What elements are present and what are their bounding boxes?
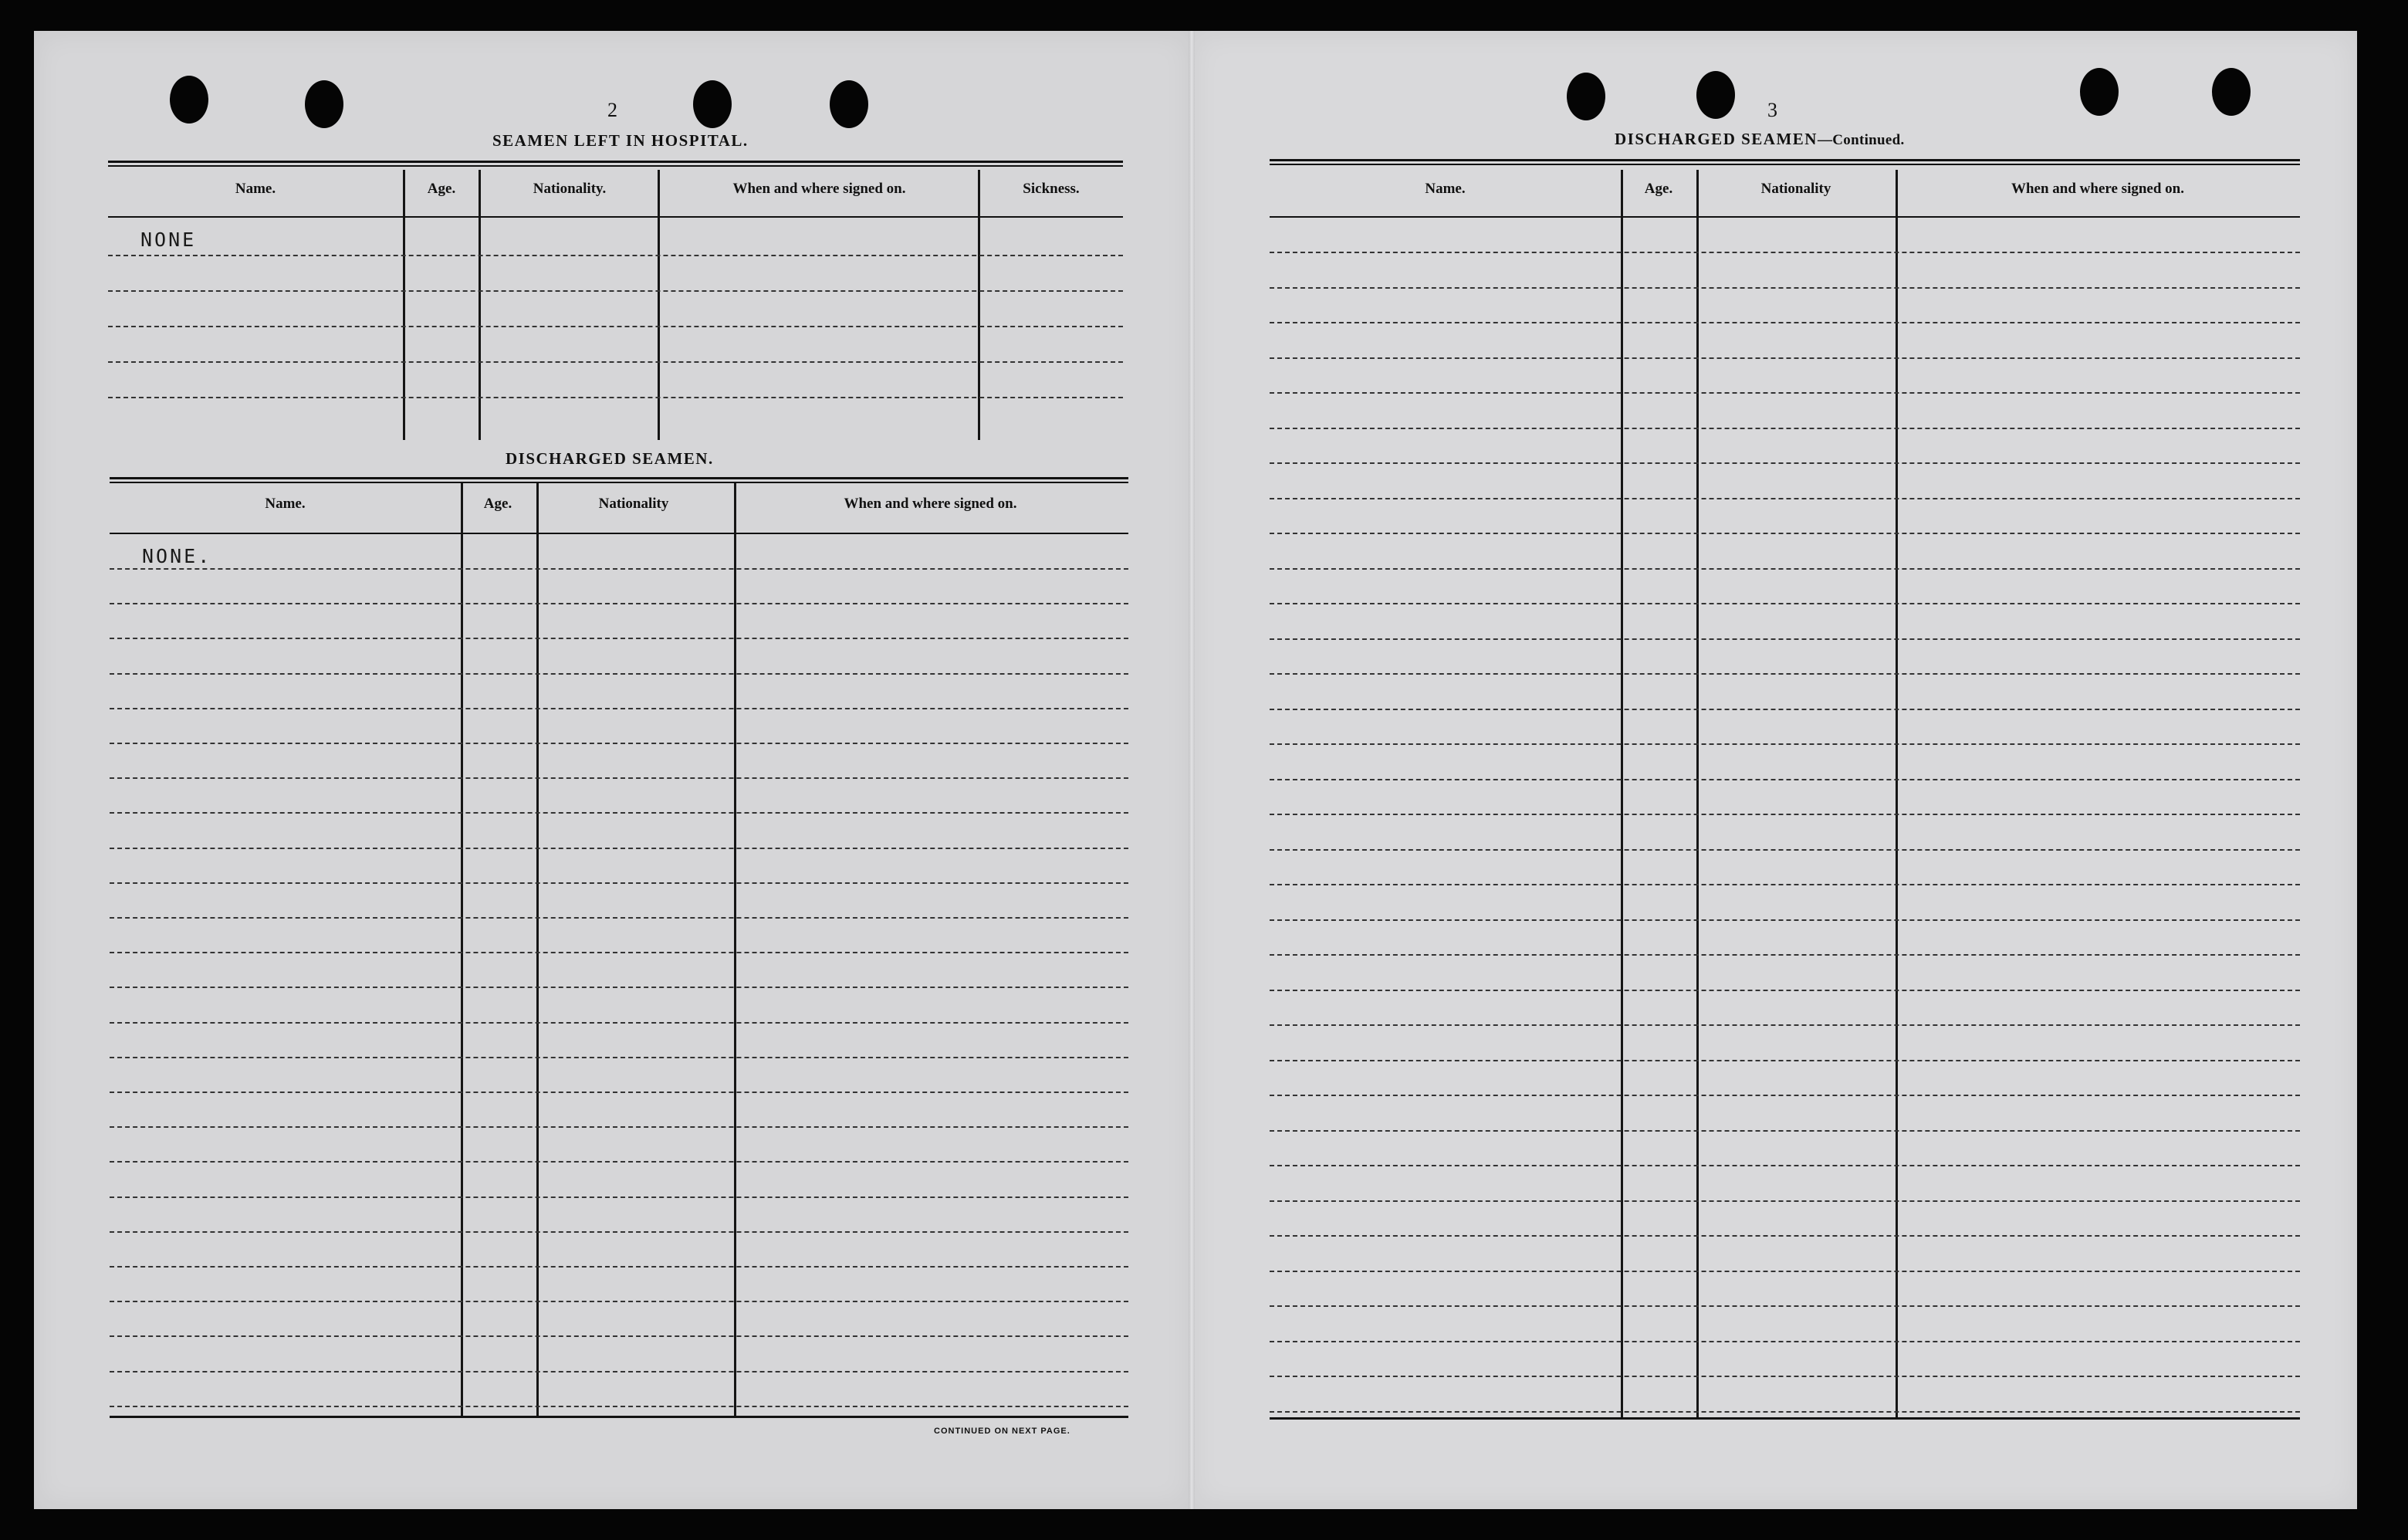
blank-entry-line: [1270, 462, 2300, 464]
blank-entry-line: [110, 1231, 1128, 1233]
blank-entry-line: [110, 603, 1128, 604]
continued-title-suffix: —Continued.: [1817, 132, 1905, 148]
col-header-signed-on: When and where signed on.: [844, 496, 1017, 512]
discharged-continued-table: [1270, 159, 2300, 1420]
col-header-age: Age.: [427, 181, 456, 197]
blank-entry-line: [110, 848, 1128, 849]
blank-entry-line: [1270, 392, 2300, 394]
col-header-name: Name.: [1425, 181, 1466, 197]
blank-entry-line: [1270, 1095, 2300, 1096]
discharged-table: [110, 477, 1128, 1419]
blank-entry-line: [1270, 1235, 2300, 1237]
blank-entry-line: [110, 1406, 1128, 1407]
blank-entry-line: [110, 1126, 1128, 1128]
blank-entry-line: [1270, 814, 2300, 815]
page-number: 2: [607, 99, 617, 121]
blank-entry-line: [1270, 1200, 2300, 1202]
punch-hole: [170, 76, 208, 124]
punch-hole: [830, 80, 868, 128]
blank-entry-line: [110, 1301, 1128, 1302]
continued-section-title: [1615, 130, 1905, 149]
blank-entry-line: [110, 777, 1128, 779]
blank-entry-line: [110, 882, 1128, 884]
blank-entry-line: [1270, 1024, 2300, 1026]
col-header-age: Age.: [1644, 181, 1673, 197]
hospital-table: [108, 161, 1123, 438]
blank-entry-line: [1270, 428, 2300, 429]
punch-hole: [305, 80, 343, 128]
col-header-signed-on: When and where signed on.: [2011, 181, 2184, 197]
blank-entry-line: [110, 743, 1128, 744]
blank-entry-line: [1270, 1411, 2300, 1413]
blank-entry-line: [1270, 498, 2300, 499]
blank-entry-line: [110, 1371, 1128, 1372]
punch-hole: [2212, 68, 2251, 116]
blank-entry-line: [110, 1335, 1128, 1337]
blank-entry-line: [1270, 990, 2300, 991]
punch-hole: [1696, 71, 1735, 119]
blank-entry-line: [1270, 919, 2300, 921]
continued-note: CONTINUED ON NEXT PAGE.: [934, 1427, 1070, 1436]
continued-title-main: DISCHARGED SEAMEN: [1615, 130, 1818, 148]
blank-entry-line: [1270, 1376, 2300, 1377]
blank-entry-line: [1270, 849, 2300, 851]
col-header-name: Name.: [235, 181, 276, 197]
blank-entry-line: [1270, 287, 2300, 289]
col-header-name: Name.: [265, 496, 306, 512]
blank-entry-line: [1270, 357, 2300, 359]
blank-entry-line: [1270, 568, 2300, 570]
hospital-section-title: SEAMEN LEFT IN HOSPITAL.: [492, 131, 749, 150]
col-header-age: Age.: [483, 496, 512, 512]
col-header-sickness: Sickness.: [1023, 181, 1080, 197]
blank-entry-line: [110, 952, 1128, 953]
page-number: 3: [1767, 99, 1777, 121]
blank-entry-line: [110, 568, 1128, 570]
hospital-entry: NONE: [140, 228, 197, 251]
blank-entry-line: [1270, 603, 2300, 604]
blank-entry-line: [110, 708, 1128, 709]
punch-hole: [693, 80, 732, 128]
blank-entry-line: [1270, 1060, 2300, 1061]
blank-entry-line: [110, 1161, 1128, 1163]
blank-entry-line: [1270, 779, 2300, 780]
blank-entry-line: [108, 255, 1123, 256]
discharged-entry: NONE.: [142, 545, 212, 567]
blank-entry-line: [110, 1196, 1128, 1198]
blank-entry-line: [1270, 743, 2300, 745]
blank-entry-line: [1270, 1130, 2300, 1132]
blank-entry-line: [110, 673, 1128, 675]
blank-entry-line: [1270, 884, 2300, 885]
blank-entry-line: [1270, 1165, 2300, 1166]
blank-entry-line: [1270, 638, 2300, 640]
blank-entry-line: [1270, 1341, 2300, 1342]
blank-entry-line: [1270, 322, 2300, 323]
punch-hole: [2080, 68, 2119, 116]
blank-entry-line: [108, 361, 1123, 363]
blank-entry-line: [110, 638, 1128, 639]
blank-entry-line: [110, 1022, 1128, 1024]
blank-entry-line: [110, 1266, 1128, 1268]
blank-entry-line: [1270, 954, 2300, 956]
col-header-nationality: Nationality.: [533, 181, 607, 197]
blank-entry-line: [110, 812, 1128, 814]
blank-entry-line: [1270, 1305, 2300, 1307]
col-header-nationality: Nationality: [1760, 181, 1831, 197]
blank-entry-line: [110, 1092, 1128, 1093]
col-header-signed-on: When and where signed on.: [732, 181, 906, 197]
blank-entry-line: [1270, 709, 2300, 710]
blank-entry-line: [108, 290, 1123, 292]
blank-entry-line: [108, 326, 1123, 327]
blank-entry-line: [1270, 1271, 2300, 1272]
blank-entry-line: [108, 397, 1123, 398]
punch-hole: [1567, 73, 1605, 120]
blank-entry-line: [110, 1057, 1128, 1058]
discharged-section-title: DISCHARGED SEAMEN.: [506, 449, 714, 468]
blank-entry-line: [1270, 533, 2300, 534]
page-fold: [1189, 31, 1195, 1509]
blank-entry-line: [1270, 673, 2300, 675]
blank-entry-line: [110, 987, 1128, 988]
col-header-nationality: Nationality: [598, 496, 669, 512]
blank-entry-line: [110, 917, 1128, 919]
blank-entry-line: [1270, 252, 2300, 253]
